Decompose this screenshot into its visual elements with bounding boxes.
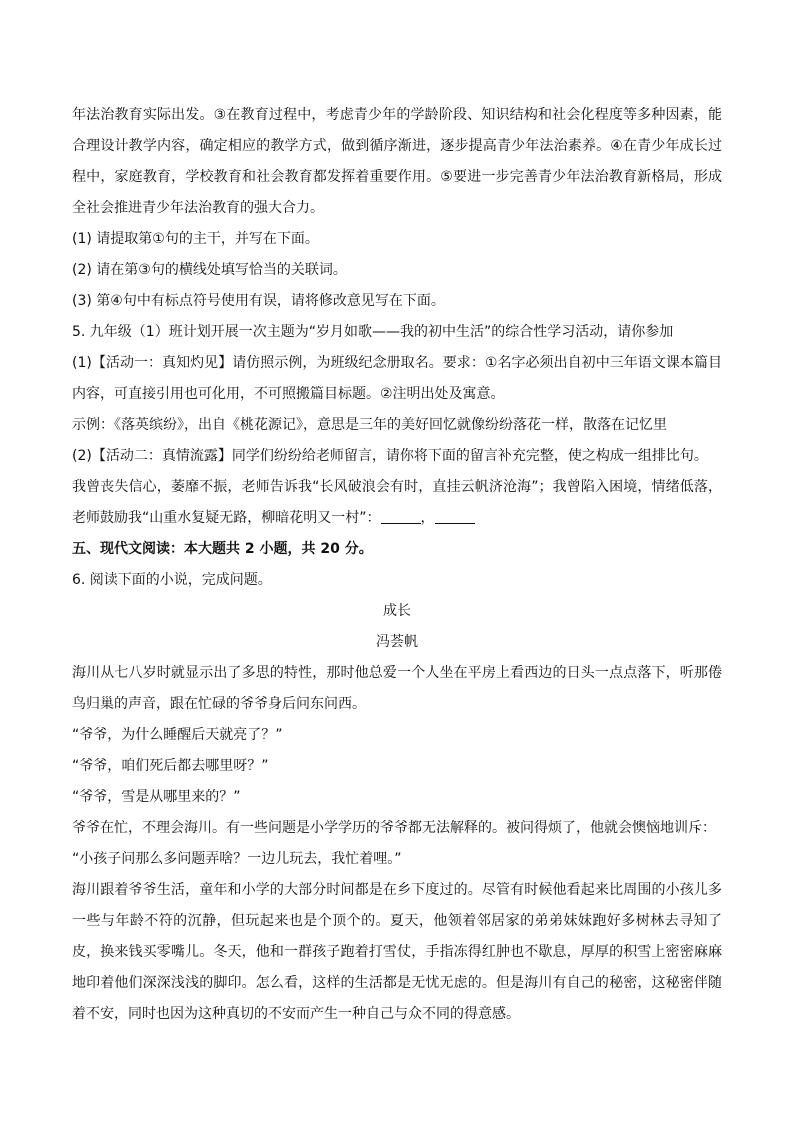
question-5-3: (3) 第④句中有标点符号使用有误，请将修改意见写在下面。 <box>72 293 445 309</box>
message-text: 我曾丧失信心，萎靡不振，老师告诉我“长风破浪会有时，直挂云帆济沧海”；我曾陷入困境，情绪低落，老师鼓励我“山重水复疑无路，柳暗花明又一村”： <box>72 479 722 526</box>
story-title: 成长 <box>383 603 411 619</box>
story-paragraph: 爷爷在忙，不理会海川。有一些问题是小学学历的爷爷都无法解释的。被问得烦了，他就会懊恼地训斥： <box>72 820 716 836</box>
story-author: 冯荟帆 <box>376 634 418 650</box>
question-5-2: (2) 请在第③句的横线处填写恰当的关联词。 <box>72 262 347 278</box>
document-body <box>72 100 722 1030</box>
question-5-intro: 5. 九年级（1）班计划开展一次主题为“岁月如歌——我的初中生活”的综合性学习活动，请你参加 <box>72 324 674 340</box>
story-dialogue: “爷爷，雪是从哪里来的？” <box>72 789 241 805</box>
answer-blank-2[interactable] <box>435 509 475 524</box>
activity-two-message <box>72 472 722 534</box>
activity-one: (1)【活动一：真知灼见】请仿照示例，为班级纪念册取名。要求：①名字必须出自初中三年语文课本篇目内容，可直接引用也可化用，不可照搬篇目标题。②注明出处及寓意。 <box>72 355 722 402</box>
story-paragraph: 海川跟着爷爷生活，童年和小学的大部分时间都是在乡下度过的。尽管有时候他看起来比周围的小孩儿多一些与年龄不符的沉静，但玩起来也是个顶个的。夏天，他领着邻居家的弟弟妹妹跑好多树林去寻知了皮，换来钱买零嘴儿。冬天，他和一群孩子跑着打雪仗，手指冻得红肿也不歇息，厚厚的积雪上密密麻麻地印着他们深深浅浅的脚印。怎么看，这样的生活都是无忧无虑的。但是海川有自己的秘密，这秘密伴随着不安，同时也因为这种真切的不安而产生一种自己与众不同的得意感。 <box>72 882 722 1022</box>
activity-two: (2)【活动二：真情流露】同学们纷纷给老师留言，请你将下面的留言补充完整，使之构成一组排比句。 <box>72 448 708 464</box>
question-6-intro: 6. 阅读下面的小说，完成问题。 <box>72 572 272 588</box>
activity-one-example: 示例：《落英缤纷》，出自《桃花源记》，意思是三年的美好回忆就像纷纷落花一样，散落在记忆里 <box>72 417 667 433</box>
blank-separator: ， <box>420 510 435 526</box>
paragraph-law-education: 年法治教育实际出发。③在教育过程中，考虑青少年的学龄阶段、知识结构和社会化程度等多种因素，能合理设计教学内容，确定相应的教学方式，做到循序渐进，逐步提高青少年法治素养。④在青少年成长过程中，家庭教育，学校教育和社会教育都发挥着重要作用。⑤要进一步完善青少年法治教育新格局，形成全社会推进青少年法治教育的强大合力。 <box>72 107 722 216</box>
story-dialogue: “小孩子问那么多问题弄啥？一边儿玩去，我忙着哩。” <box>72 851 402 867</box>
answer-blank-1[interactable] <box>381 509 421 524</box>
question-5-1: (1) 请提取第①句的主干，并写在下面。 <box>72 231 319 247</box>
story-dialogue: “爷爷，咱们死后都去哪里呀？” <box>72 758 269 774</box>
story-paragraph: 海川从七八岁时就显示出了多思的特性，那时他总爱一个人坐在平房上看西边的日头一点点落下，听那倦鸟归巢的声音，跟在忙碌的爷爷身后问东问西。 <box>72 665 722 712</box>
story-dialogue: “爷爷，为什么睡醒后天就亮了？” <box>72 727 283 743</box>
section-heading: 五、现代文阅读：本大题共 2 小题，共 20 分。 <box>72 541 373 557</box>
